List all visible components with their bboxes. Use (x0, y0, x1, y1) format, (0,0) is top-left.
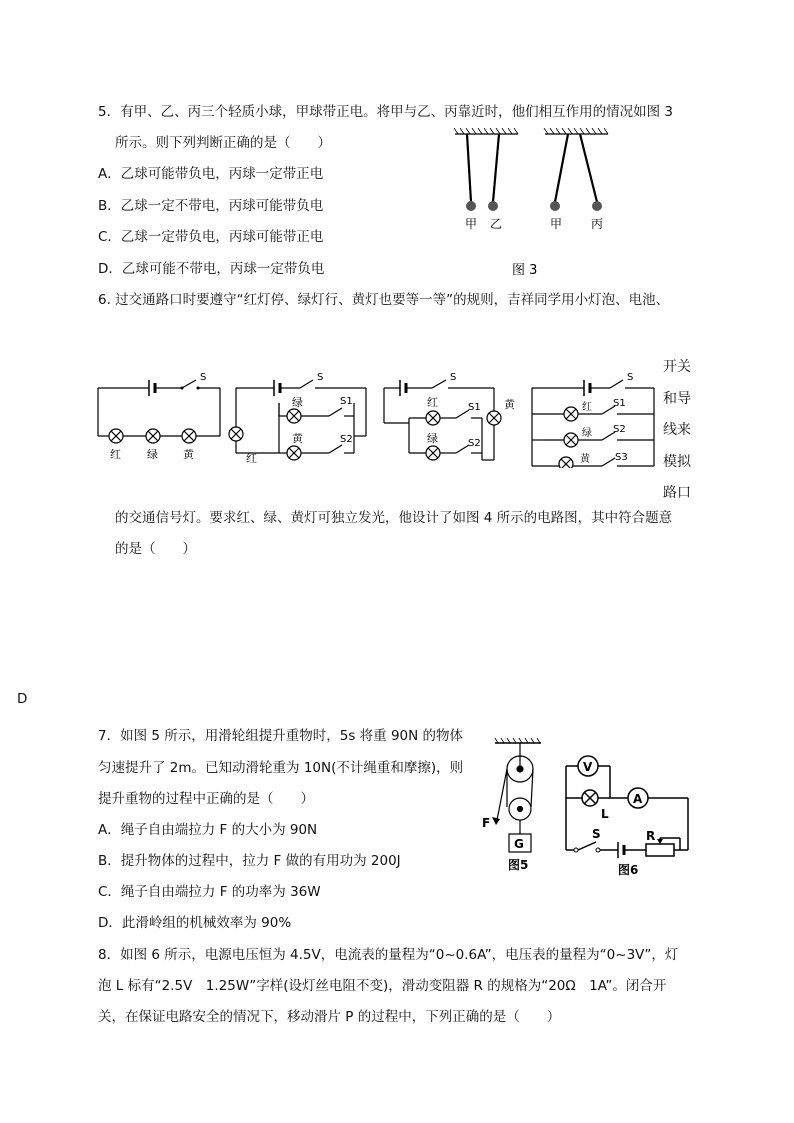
circuit-b-s2-label: S2 (340, 434, 353, 445)
circuit-d-green-label: 绿 (582, 428, 592, 439)
ball-yi (488, 201, 498, 211)
q7-stem-line2: 匀速提升了 2m。已知动滑轮重为 10N(不计绳重和摩擦)，则 (98, 760, 464, 776)
q7-option-a: A．绳子自由端拉力 F 的大小为 90N (98, 822, 318, 838)
label-yi: 乙 (490, 217, 503, 231)
pulley-force-label: F (482, 816, 491, 830)
voltmeter-label: V (583, 760, 593, 774)
circuit-a-red-label: 红 (110, 448, 121, 461)
circuit-a-switch-label: S (200, 372, 207, 383)
q6-stem-line1: 6. 过交通路口时要遵守“红灯停、绿灯行、黄灯也要等一等”的规则，吉祥同学用小灯泡、电池、 (98, 292, 670, 308)
ball-bing (592, 201, 602, 211)
figure-3-charged-balls (450, 128, 620, 278)
circuit-c-green-label: 绿 (427, 432, 438, 445)
q8-stem-line1: 8．如图 6 所示，电源电压恒为 4.5V，电流表的量程为“0~0.6A”，电压表的量程为“0~3V”，灯 (98, 947, 679, 963)
figure-5-caption: 图5 (508, 858, 529, 872)
circuit-b-switch-label: S (317, 372, 324, 383)
circuit-a (98, 380, 220, 436)
pulley-weight-label: G (514, 837, 524, 851)
figure-5-pulley (478, 735, 548, 880)
ammeter-label: A (633, 792, 643, 806)
circuit-b-s1-label: S1 (340, 396, 353, 407)
circuit-d (532, 380, 654, 466)
q8-stem-line3: 关，在保证电路安全的情况下，移动滑片 P 的过程中，下列正确的是（ ） (98, 1009, 561, 1025)
q7-option-c: C．绳子自由端拉力 F 的功率为 36W (98, 884, 321, 900)
q6-side-text (663, 352, 703, 510)
q6-side-text-5: 路口 (663, 485, 691, 501)
switch-label: S (592, 827, 601, 841)
circuit-a-yellow-label: 黄 (183, 448, 194, 461)
circuit-c-s2-label: S2 (468, 438, 481, 449)
q6-stem-line3: 的是（ ） (115, 541, 196, 557)
circuit-a-green-label: 绿 (147, 448, 158, 461)
circuit-d-s1-label: S1 (613, 398, 626, 409)
q6-side-text-2: 和导 (663, 390, 691, 407)
circuit-d-s3-label: S3 (615, 452, 628, 463)
q6-side-text-4: 模拟 (663, 453, 691, 470)
q6-side-text-3: 线来 (663, 422, 691, 438)
circuit-b-yellow-label: 黄 (292, 432, 303, 445)
q5-option-b: B．乙球一定不带电，丙球可能带负电 (98, 198, 324, 214)
circuit-c-yellow-label: 黄 (504, 398, 515, 411)
label-bing: 丙 (591, 217, 604, 231)
circuit-c-s1-label: S1 (468, 402, 481, 413)
figure-3-caption: 图 3 (512, 263, 538, 278)
q6-side-text-1: 开关 (663, 359, 691, 375)
figure-6-caption: 图6 (618, 863, 639, 877)
circuit-b-green-label: 绿 (292, 396, 303, 409)
q8-stem-line2: 泡 L 标有“2.5V 1.25W”字样(设灯丝电阻不变)，滑动变阻器 R 的规格为“20Ω 1A”。闭合开 (98, 978, 667, 994)
q5-option-c: C．乙球一定带负电，丙球可能带正电 (98, 229, 324, 245)
label-jia-2: 甲 (550, 217, 563, 231)
circuit-c-switch-label: S (450, 372, 457, 383)
q7-option-b: B．提升物体的过程中，拉力 F 做的有用功为 200J (98, 853, 401, 869)
q6-answer: D (17, 691, 28, 707)
q7-stem-line3: 提升重物的过程中正确的是（ ） (98, 791, 314, 807)
lamp-label: L (601, 807, 609, 821)
q5-stem-line1: 5．有甲、乙、丙三个轻质小球，甲球带正电。将甲与乙、丙靠近时，他们相互作用的情况如图 3 (98, 104, 673, 120)
circuit-d-s2-label: S2 (613, 424, 626, 435)
circuit-c-red-label: 红 (427, 396, 438, 409)
circuit-d-red-label: 红 (582, 402, 592, 413)
circuit-d-yellow-label: 黄 (580, 454, 590, 465)
rheostat-label: R (646, 829, 656, 843)
q7-stem-line1: 7．如图 5 所示，用滑轮组提升重物时，5s 将重 90N 的物体 (98, 728, 464, 744)
q7-option-d: D．此滑岭组的机械效率为 90% (98, 915, 292, 931)
ball-jia-1 (466, 201, 476, 211)
q5-option-a: A．乙球可能带负电，丙球一定带正电 (98, 166, 324, 182)
circuit-d-switch-label: S (627, 372, 634, 383)
label-jia-1: 甲 (465, 217, 478, 231)
circuit-b-red-label: 红 (246, 452, 257, 465)
ball-jia-2 (550, 201, 560, 211)
figure-4-circuits (94, 368, 662, 468)
figure-6-circuit (558, 746, 698, 880)
q6-stem-line2: 的交通信号灯。要求红、绿、黄灯可独立发光，他设计了如图 4 所示的电路图，其中符合题意 (115, 510, 673, 526)
q5-option-d: D．乙球可能不带电，丙球一定带负电 (98, 261, 325, 277)
q5-stem-line2: 所示。则下列判断正确的是（ ） (115, 135, 331, 151)
